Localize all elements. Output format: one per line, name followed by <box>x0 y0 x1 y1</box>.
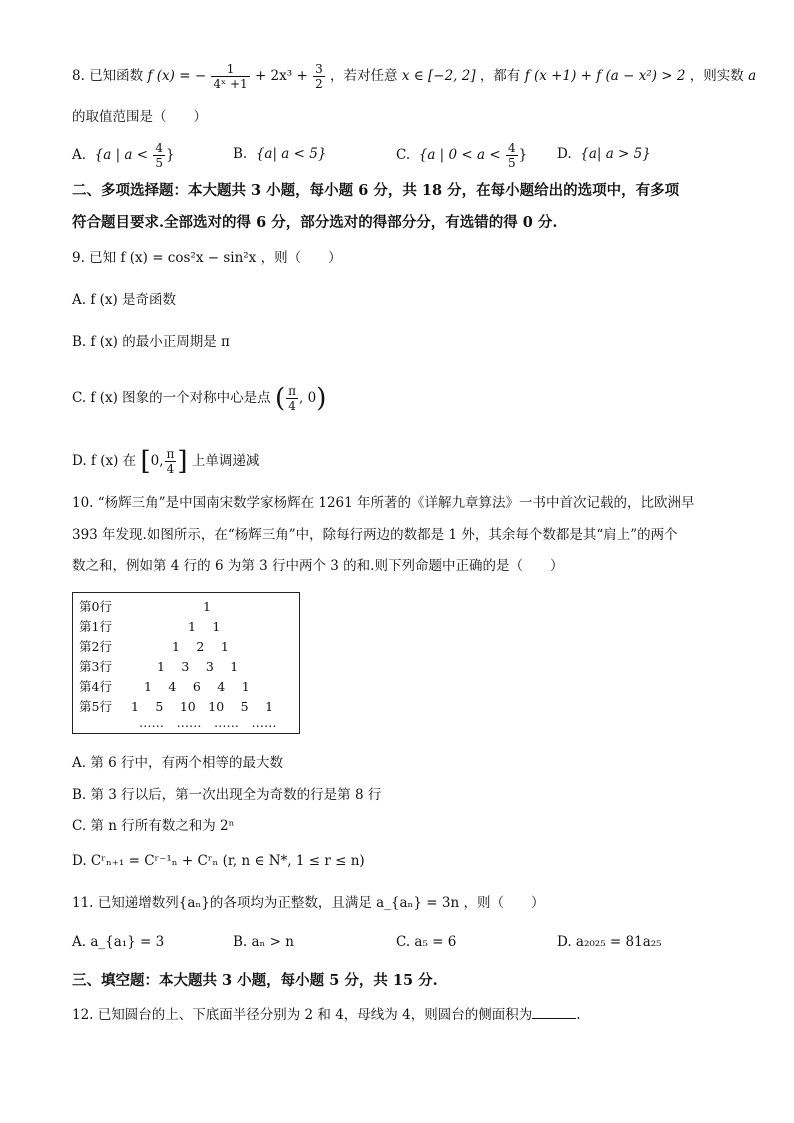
q8-stem-line1 <box>72 62 756 91</box>
q12-stem: 12. 已知圆台的上、下底面半径分别为 2 和 4，母线为 4，则圆台的侧面积为 . <box>72 1004 581 1025</box>
q8-mid-expr: + 2x³ + <box>254 68 308 84</box>
q8-function: f (x) = − <box>147 68 207 84</box>
q11-option-b[interactable]: B. aₙ > n <box>233 934 294 950</box>
q10-option-b[interactable]: B. 第 3 行以后，第一次出现全为奇数的行是第 8 行 <box>72 787 382 803</box>
q10-stem-line3: 数之和，例如第 4 行的 6 为第 3 行中两个 3 的和.则下列命题中正确的是（ ） <box>72 558 564 574</box>
q8-text-3: ，都有 <box>479 68 521 84</box>
q11-option-a[interactable]: A. a_{a₁} = 3 <box>72 934 165 950</box>
q8-text-4: ，则实数 <box>689 68 744 84</box>
row-label: 第0行 <box>79 599 112 614</box>
section2-heading-line1: 二、多项选择题：本大题共 3 小题，每小题 6 分，共 18 分，在每小题给出的选项中，有多项 <box>72 182 680 199</box>
continuation-dots: …… …… …… …… <box>139 715 277 730</box>
q8-stem-line2: 的取值范围是（ ） <box>72 109 207 125</box>
section2-heading-line2: 符合题目要求.全部选对的得 6 分，部分选对的得部分分，有选错的得 0 分. <box>72 214 558 231</box>
q9-option-d[interactable]: D. f (x) 在 [0, $\frac{\pi}{4}$ ] 上单调递减 <box>72 446 260 477</box>
row-label: 第4行 <box>79 679 112 694</box>
row-values: 1 1 <box>188 619 221 634</box>
row-values: 1 5 10 10 5 1 <box>131 699 274 714</box>
row-values: 1 4 6 4 1 <box>144 679 250 694</box>
q9-stem: 9. 已知 f (x) = cos²x − sin²x ，则（ ） <box>72 250 342 266</box>
q8-fraction-1: $\frac{1}{\text{4ˣ +1}}$ <box>213 62 248 91</box>
q8-option-b[interactable]: B. {a| a < 5} <box>233 146 327 162</box>
q10-stem-line1: 10. “杨辉三角”是中国南宋数学家杨辉在 1261 年所著的《详解九章算法》一书中首次记载的，比欧洲早 <box>72 495 695 511</box>
q11-stem: 11. 已知递增数列{aₙ}的各项均为正整数，且满足 a_{aₙ} = 3n ，则（ ） <box>72 895 545 911</box>
q11-option-d[interactable]: D. a₂₀₂₅ = 81a₂₅ <box>557 934 662 950</box>
q8-inequality: f (x +1) + f (a − x²) > 2 <box>524 68 686 84</box>
q8-option-c[interactable]: C. {a | 0 < a < $\frac{4}{5}$ } <box>396 141 528 170</box>
row-label: 第3行 <box>79 659 112 674</box>
row-values: 1 <box>203 599 211 614</box>
q8-number: 8. <box>72 68 85 84</box>
q11-option-c[interactable]: C. a₅ = 6 <box>396 934 457 950</box>
q8-option-d[interactable]: D. {a| a > 5} <box>557 146 651 162</box>
q9-option-c[interactable]: C. f (x) 图象的一个对称中心是点 ( $\frac{\pi}{4}$ , 0) <box>72 383 327 414</box>
section3-heading: 三、填空题：本大题共 3 小题，每小题 5 分，共 15 分. <box>72 972 438 989</box>
q8-text-1: 已知函数 <box>89 68 144 84</box>
row-values: 1 3 3 1 <box>157 659 239 674</box>
q9-option-b[interactable]: B. f (x) 的最小正周期是 π <box>72 334 230 350</box>
q8-fraction-2: $\frac{3}{2}$ <box>315 62 323 91</box>
yang-hui-triangle-figure <box>72 592 300 734</box>
q9-option-a[interactable]: A. f (x) 是奇函数 <box>72 292 177 308</box>
q8-text-2: ，若对任意 <box>330 68 398 84</box>
q8-condition: x ∈ [−2, 2] <box>401 68 476 84</box>
row-label: 第2行 <box>79 639 112 654</box>
q10-stem-line2: 393 年发现.如图所示，在“杨辉三角”中，除每行两边的数都是 1 外，其余每个数都是其“肩上”的两个 <box>72 527 678 543</box>
q8-variable: a <box>748 68 757 84</box>
row-label: 第5行 <box>79 699 112 714</box>
answer-blank[interactable] <box>532 1004 576 1019</box>
row-values: 1 2 1 <box>172 639 229 654</box>
q10-option-a[interactable]: A. 第 6 行中，有两个相等的最大数 <box>72 755 284 771</box>
q8-option-a[interactable]: A. {a | a < $\frac{4}{5}$ } <box>72 141 175 170</box>
row-label: 第1行 <box>79 619 112 634</box>
q10-option-c[interactable]: C. 第 n 行所有数之和为 2ⁿ <box>72 818 235 834</box>
q10-option-d[interactable]: D. Cʳₙ₊₁ = Cʳ⁻¹ₙ + Cʳₙ (r, n ∈ N*, 1 ≤ r ≤ n) <box>72 853 365 869</box>
